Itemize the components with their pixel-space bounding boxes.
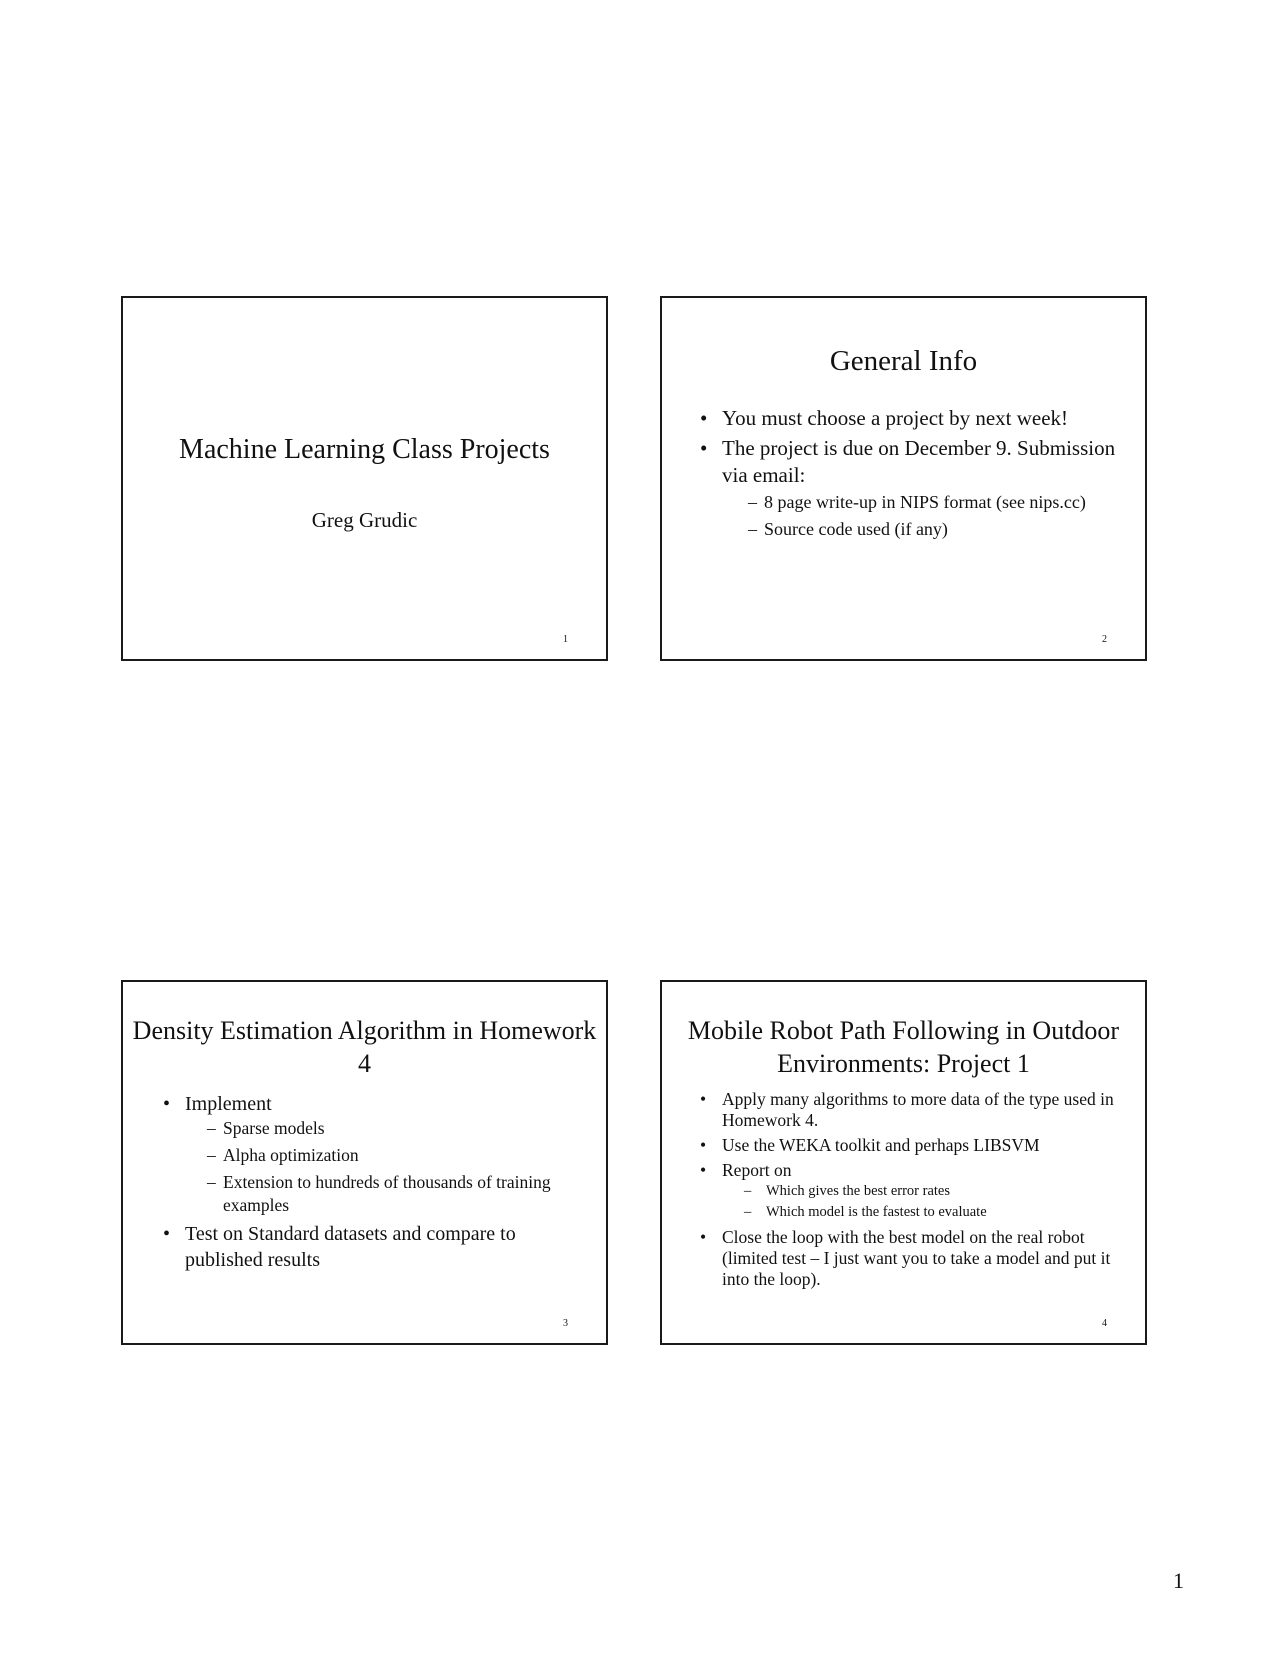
slide-1 (121, 296, 608, 661)
bullet-text: Report on (722, 1160, 792, 1180)
bullet-item: • Apply many algorithms to more data of the type used in Homework 4. (700, 1089, 1115, 1131)
bullet-item (163, 1091, 576, 1217)
sub-bullet-item: – Which model is the fastest to evaluate (744, 1202, 1115, 1223)
slide-number: 4 (1102, 1318, 1107, 1329)
slide-title: General Info (829, 345, 978, 377)
sub-bullet-item: – Alpha optimization (207, 1144, 576, 1167)
slide-number: 2 (1102, 634, 1107, 645)
page-number: 1 (1173, 1568, 1184, 1593)
slide-author: Greg Grudic (311, 508, 418, 532)
bullet-item: • You must choose a project by next week! (700, 405, 1125, 432)
slide-number: 3 (563, 1318, 568, 1329)
bullet-item: • Use the WEKA toolkit and perhaps LIBSVM (700, 1135, 1115, 1156)
slide-3 (121, 980, 608, 1345)
slide-content (163, 1091, 576, 1273)
sub-bullet-item: – Source code used (if any) (748, 516, 1125, 543)
slide-2 (660, 296, 1147, 661)
bullet-text: The project is due on December 9. Submission via email: (722, 436, 1116, 487)
sub-bullet-item: – 8 page write-up in NIPS format (see nips.cc) (748, 489, 1125, 516)
bullet-list (163, 1091, 576, 1273)
sub-bullet-list (748, 489, 1125, 543)
bullet-item: • Close the loop with the best model on the real robot (limited test – I just want you to take a model and put it into the loop). (700, 1227, 1115, 1290)
sub-bullet-item: – Sparse models (207, 1117, 576, 1140)
bullet-list (700, 1089, 1115, 1290)
sub-bullet-list (744, 1181, 1115, 1223)
slide-number: 1 (563, 634, 568, 645)
slide-title: Machine Learning Class Projects (179, 434, 550, 465)
bullet-item (700, 1160, 1115, 1223)
slide-title: Density Estimation Algorithm in Homework 4 (132, 1016, 597, 1078)
bullet-item: • Test on Standard datasets and compare to published results (163, 1221, 576, 1273)
slide-4 (660, 980, 1147, 1345)
bullet-text: Implement (185, 1093, 272, 1115)
sub-bullet-item: – Which gives the best error rates (744, 1181, 1115, 1202)
slide-content (700, 1089, 1115, 1294)
slide-title: Mobile Robot Path Following in Outdoor Environments: Project 1 (687, 1016, 1120, 1078)
bullet-list (700, 405, 1125, 543)
slide-content (700, 405, 1125, 546)
bullet-item (700, 435, 1125, 543)
sub-bullet-list (207, 1117, 576, 1217)
sub-bullet-item: – Extension to hundreds of thousands of training examples (207, 1171, 576, 1217)
